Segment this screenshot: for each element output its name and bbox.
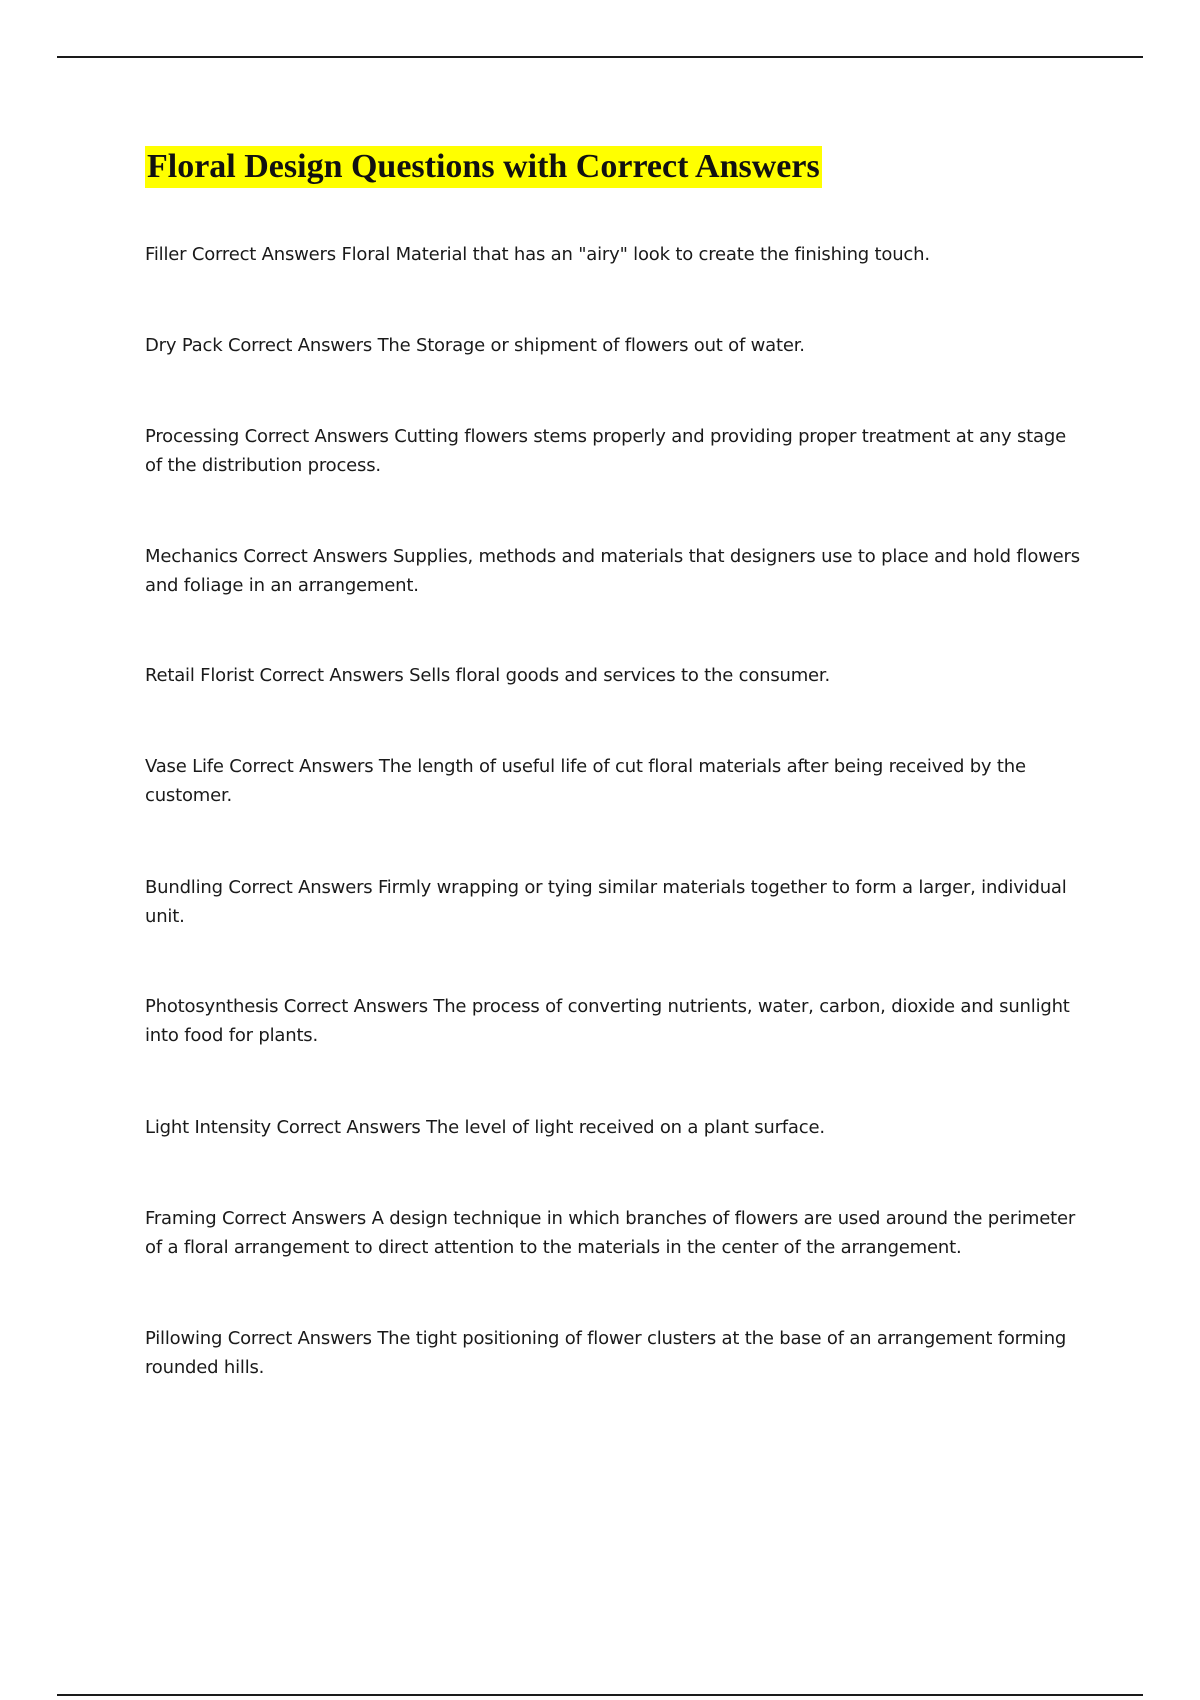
qa-item-light-intensity: Light Intensity Correct Answers The level of light received on a plant surface.	[145, 1117, 825, 1138]
qa-item-processing: Processing Correct Answers Cutting flowers stems properly and providing proper treatment at any stage of the distribution process.	[145, 426, 1066, 476]
qa-item-pillowing: Pillowing Correct Answers The tight positioning of flower clusters at the base of an arrangement forming rounded hills.	[145, 1328, 1067, 1378]
qa-item-bundling: Bundling Correct Answers Firmly wrapping or tying similar materials together to form a larger, individual unit.	[145, 877, 1067, 927]
qa-item-mechanics: Mechanics Correct Answers Supplies, methods and materials that designers use to place and hold flowers and foliage in an arrangement.	[145, 546, 1080, 596]
qa-item-framing: Framing Correct Answers A design technique in which branches of flowers are used around the perimeter of a floral arrangement to direct attention to the materials in the center of the arrangement.	[145, 1208, 1076, 1258]
qa-item-vase-life: Vase Life Correct Answers The length of useful life of cut floral materials after being received by the customer.	[145, 756, 1026, 806]
header-rule	[57, 56, 1143, 58]
title-block	[145, 146, 822, 188]
qa-item-retail-florist: Retail Florist Correct Answers Sells floral goods and services to the consumer.	[145, 665, 831, 686]
qa-item-filler: Filler Correct Answers Floral Material that has an "airy" look to create the finishing touch.	[145, 244, 930, 265]
qa-item-photosynthesis: Photosynthesis Correct Answers The process of converting nutrients, water, carbon, dioxide and sunlight into food for plants.	[145, 996, 1070, 1046]
footer-rule	[57, 1694, 1143, 1696]
qa-item-dry-pack: Dry Pack Correct Answers The Storage or shipment of flowers out of water.	[145, 335, 805, 356]
page-title: Floral Design Questions with Correct Answers	[145, 146, 822, 188]
